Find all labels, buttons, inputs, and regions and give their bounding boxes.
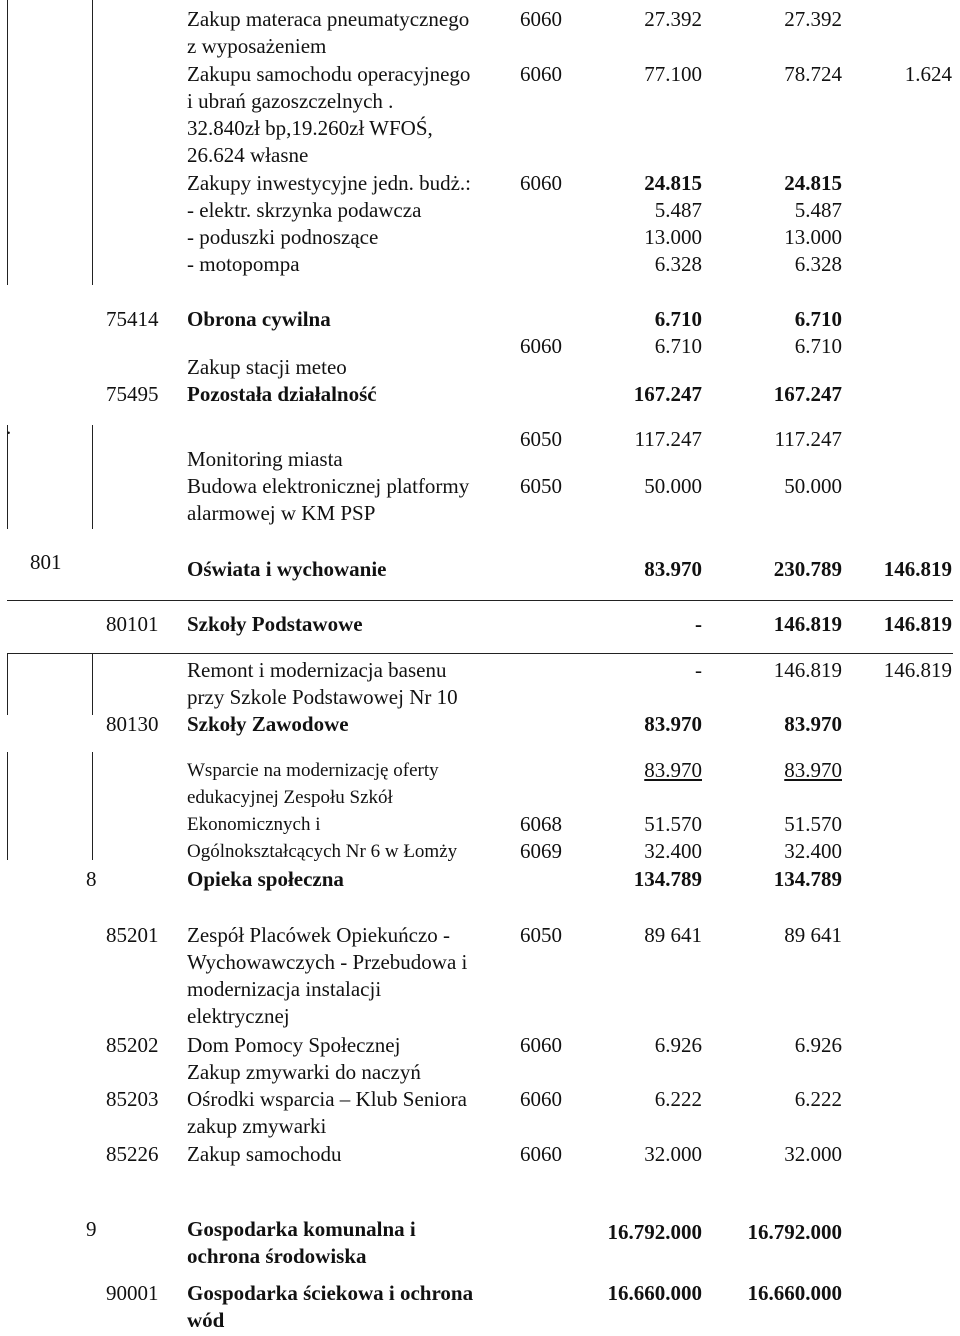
row-divider [7, 653, 953, 654]
basen-name: Remont i modernizacja basenu przy Szkole Podstawowej Nr 10 [187, 658, 458, 709]
r85203-after: 6.222 [794, 1087, 842, 1111]
basen-after: 146.819 [773, 658, 842, 682]
meteo-name: Zakup stacji meteo [187, 355, 347, 379]
meteo-plan: 6.710 [654, 334, 702, 358]
r75495-plan: 167.247 [633, 382, 702, 406]
wsparcie-name: Wsparcie na modernizację oferty edukacyjnej Zespołu Szkół Ekonomicznych i Ogólnokształcących Nr 6 w Łomży [187, 760, 458, 862]
row-inwest-after-item: 13.000 [784, 225, 842, 249]
rule-code-col [92, 752, 93, 860]
row-samochod-change: 1.624 [904, 62, 952, 86]
d852-name: Opieka społeczna [187, 867, 344, 891]
row-inwest-plan-total: 24.815 [644, 171, 702, 195]
r75495-after: 167.247 [773, 382, 842, 406]
wsparcie-total-after: 83.970 [784, 758, 842, 782]
row-inwest-plan-item: 6.328 [654, 252, 702, 276]
row-inwest-text: Zakupy inwestycyjne jedn. budż.: - elektr. skrzynka podawcza - poduszki podnoszące - motopompa [187, 171, 472, 276]
r85226-after: 32.000 [784, 1142, 842, 1166]
r85203-plan: 6.222 [654, 1087, 702, 1111]
wsparcie-par2: 6069 [520, 839, 562, 863]
r85201-code: 85201 [106, 923, 159, 947]
r75414-after: 6.710 [794, 307, 842, 331]
row-inwest-after-item: 5.487 [794, 198, 842, 222]
r85203-name: Ośrodki wsparcia – Klub Seniora zakup zmywarki [187, 1087, 467, 1138]
d852-plan: 134.789 [633, 867, 702, 891]
platforma-name: Budowa elektronicznej platformy alarmowej w KM PSP [187, 474, 470, 525]
r85226-name: Zakup samochodu [187, 1142, 342, 1166]
row-inwest-par: 6060 [520, 171, 562, 195]
wsparcie-total-plan: 83.970 [644, 758, 702, 782]
platforma-after: 50.000 [784, 474, 842, 498]
r85201-after: 89 641 [784, 923, 842, 947]
row-inwest-plan-item: 5.487 [654, 198, 702, 222]
r85203-par: 6060 [520, 1087, 562, 1111]
meteo-par: 6060 [520, 334, 562, 358]
row-materac-after: 27.392 [784, 7, 842, 31]
r85226-par: 6060 [520, 1142, 562, 1166]
rule-left [7, 653, 8, 715]
r75495-code: 75495 [106, 382, 159, 406]
wsparcie-par1: 6068 [520, 812, 562, 836]
r75414-name: Obrona cywilna [187, 307, 331, 331]
wsparcie-after1: 51.570 [784, 812, 842, 836]
wsparcie-plan2: 32.400 [644, 839, 702, 863]
r85226-code: 85226 [106, 1142, 159, 1166]
d801-plan: 83.970 [644, 557, 702, 581]
d852-after: 134.789 [773, 867, 842, 891]
platforma-par: 6050 [520, 474, 562, 498]
r85202-par: 6060 [520, 1033, 562, 1057]
meteo-after: 6.710 [794, 334, 842, 358]
r90001-after: 16.660.000 [747, 1281, 842, 1305]
d900-plan: 16.792.000 [607, 1220, 702, 1244]
r85203-code: 85203 [106, 1087, 159, 1111]
rule-code-col [92, 425, 93, 529]
r85202-name: Dom Pomocy Społecznej Zakup zmywarki do naczyń [187, 1033, 421, 1084]
r85201-name: Zespół Placówek Opiekuńczo - Wychowawczych - Przebudowa i modernizacja instalacji elektrycznej [187, 923, 468, 1028]
r80101-change: 146.819 [883, 612, 952, 636]
r80101-plan: - [695, 612, 702, 636]
dot-mark: . [6, 415, 12, 439]
d900-after: 16.792.000 [747, 1220, 842, 1244]
r90001-code: 90001 [106, 1281, 159, 1305]
r85201-par: 6050 [520, 923, 562, 947]
monitoring-after: 117.247 [774, 427, 842, 451]
row-inwest-plan-item: 13.000 [644, 225, 702, 249]
d801-change: 146.819 [883, 557, 952, 581]
platforma-plan: 50.000 [644, 474, 702, 498]
r75414-code: 75414 [106, 307, 159, 331]
r80130-plan: 83.970 [644, 712, 702, 736]
row-inwest-after-item: 6.328 [794, 252, 842, 276]
r80101-code: 80101 [106, 612, 159, 636]
row-inwest-after-total: 24.815 [784, 171, 842, 195]
row-samochod-par: 6060 [520, 62, 562, 86]
r85202-after: 6.926 [794, 1033, 842, 1057]
basen-change: 146.819 [883, 658, 952, 682]
row-samochod-after: 78.724 [784, 62, 842, 86]
r75414-plan: 6.710 [654, 307, 702, 331]
d852-code: 8 [86, 867, 97, 891]
r90001-name: Gospodarka ściekowa i ochrona wód [187, 1281, 474, 1332]
d801-name: Oświata i wychowanie [187, 557, 387, 581]
rule-code-col [92, 0, 93, 285]
monitoring-plan: 117.247 [634, 427, 702, 451]
rule-code-col [92, 653, 93, 715]
row-samochod-text: Zakupu samochodu operacyjnego i ubrań gazoszczelnych . 32.840zł bp,19.260zł WFOŚ, 26.624 własne [187, 62, 471, 167]
monitoring-par: 6050 [520, 427, 562, 451]
wsparcie-plan1: 51.570 [644, 812, 702, 836]
r90001-plan: 16.660.000 [607, 1281, 702, 1305]
row-divider [7, 600, 953, 601]
r80101-after: 146.819 [773, 612, 842, 636]
r80130-after: 83.970 [784, 712, 842, 736]
r85226-plan: 32.000 [644, 1142, 702, 1166]
r85202-code: 85202 [106, 1033, 159, 1057]
d801-after: 230.789 [773, 557, 842, 581]
d801-code: 801 [30, 550, 62, 574]
r80130-name: Szkoły Zawodowe [187, 712, 349, 736]
wsparcie-after2: 32.400 [784, 839, 842, 863]
row-materac-text: Zakup materaca pneumatycznego z wyposażeniem [187, 7, 470, 58]
rule-left [7, 752, 8, 860]
basen-plan: - [695, 658, 702, 682]
d900-name: Gospodarka komunalna i ochrona środowiska [187, 1217, 416, 1268]
r75495-name: Pozostała działalność [187, 382, 377, 406]
r80130-code: 80130 [106, 712, 159, 736]
r80101-name: Szkoły Podstawowe [187, 612, 363, 636]
row-materac-par: 6060 [520, 7, 562, 31]
r85202-plan: 6.926 [654, 1033, 702, 1057]
row-materac-plan: 27.392 [644, 7, 702, 31]
d900-code: 9 [86, 1217, 97, 1241]
rule-left [7, 0, 8, 285]
row-samochod-plan: 77.100 [644, 62, 702, 86]
r85201-plan: 89 641 [644, 923, 702, 947]
monitoring-name: Monitoring miasta [187, 447, 343, 471]
